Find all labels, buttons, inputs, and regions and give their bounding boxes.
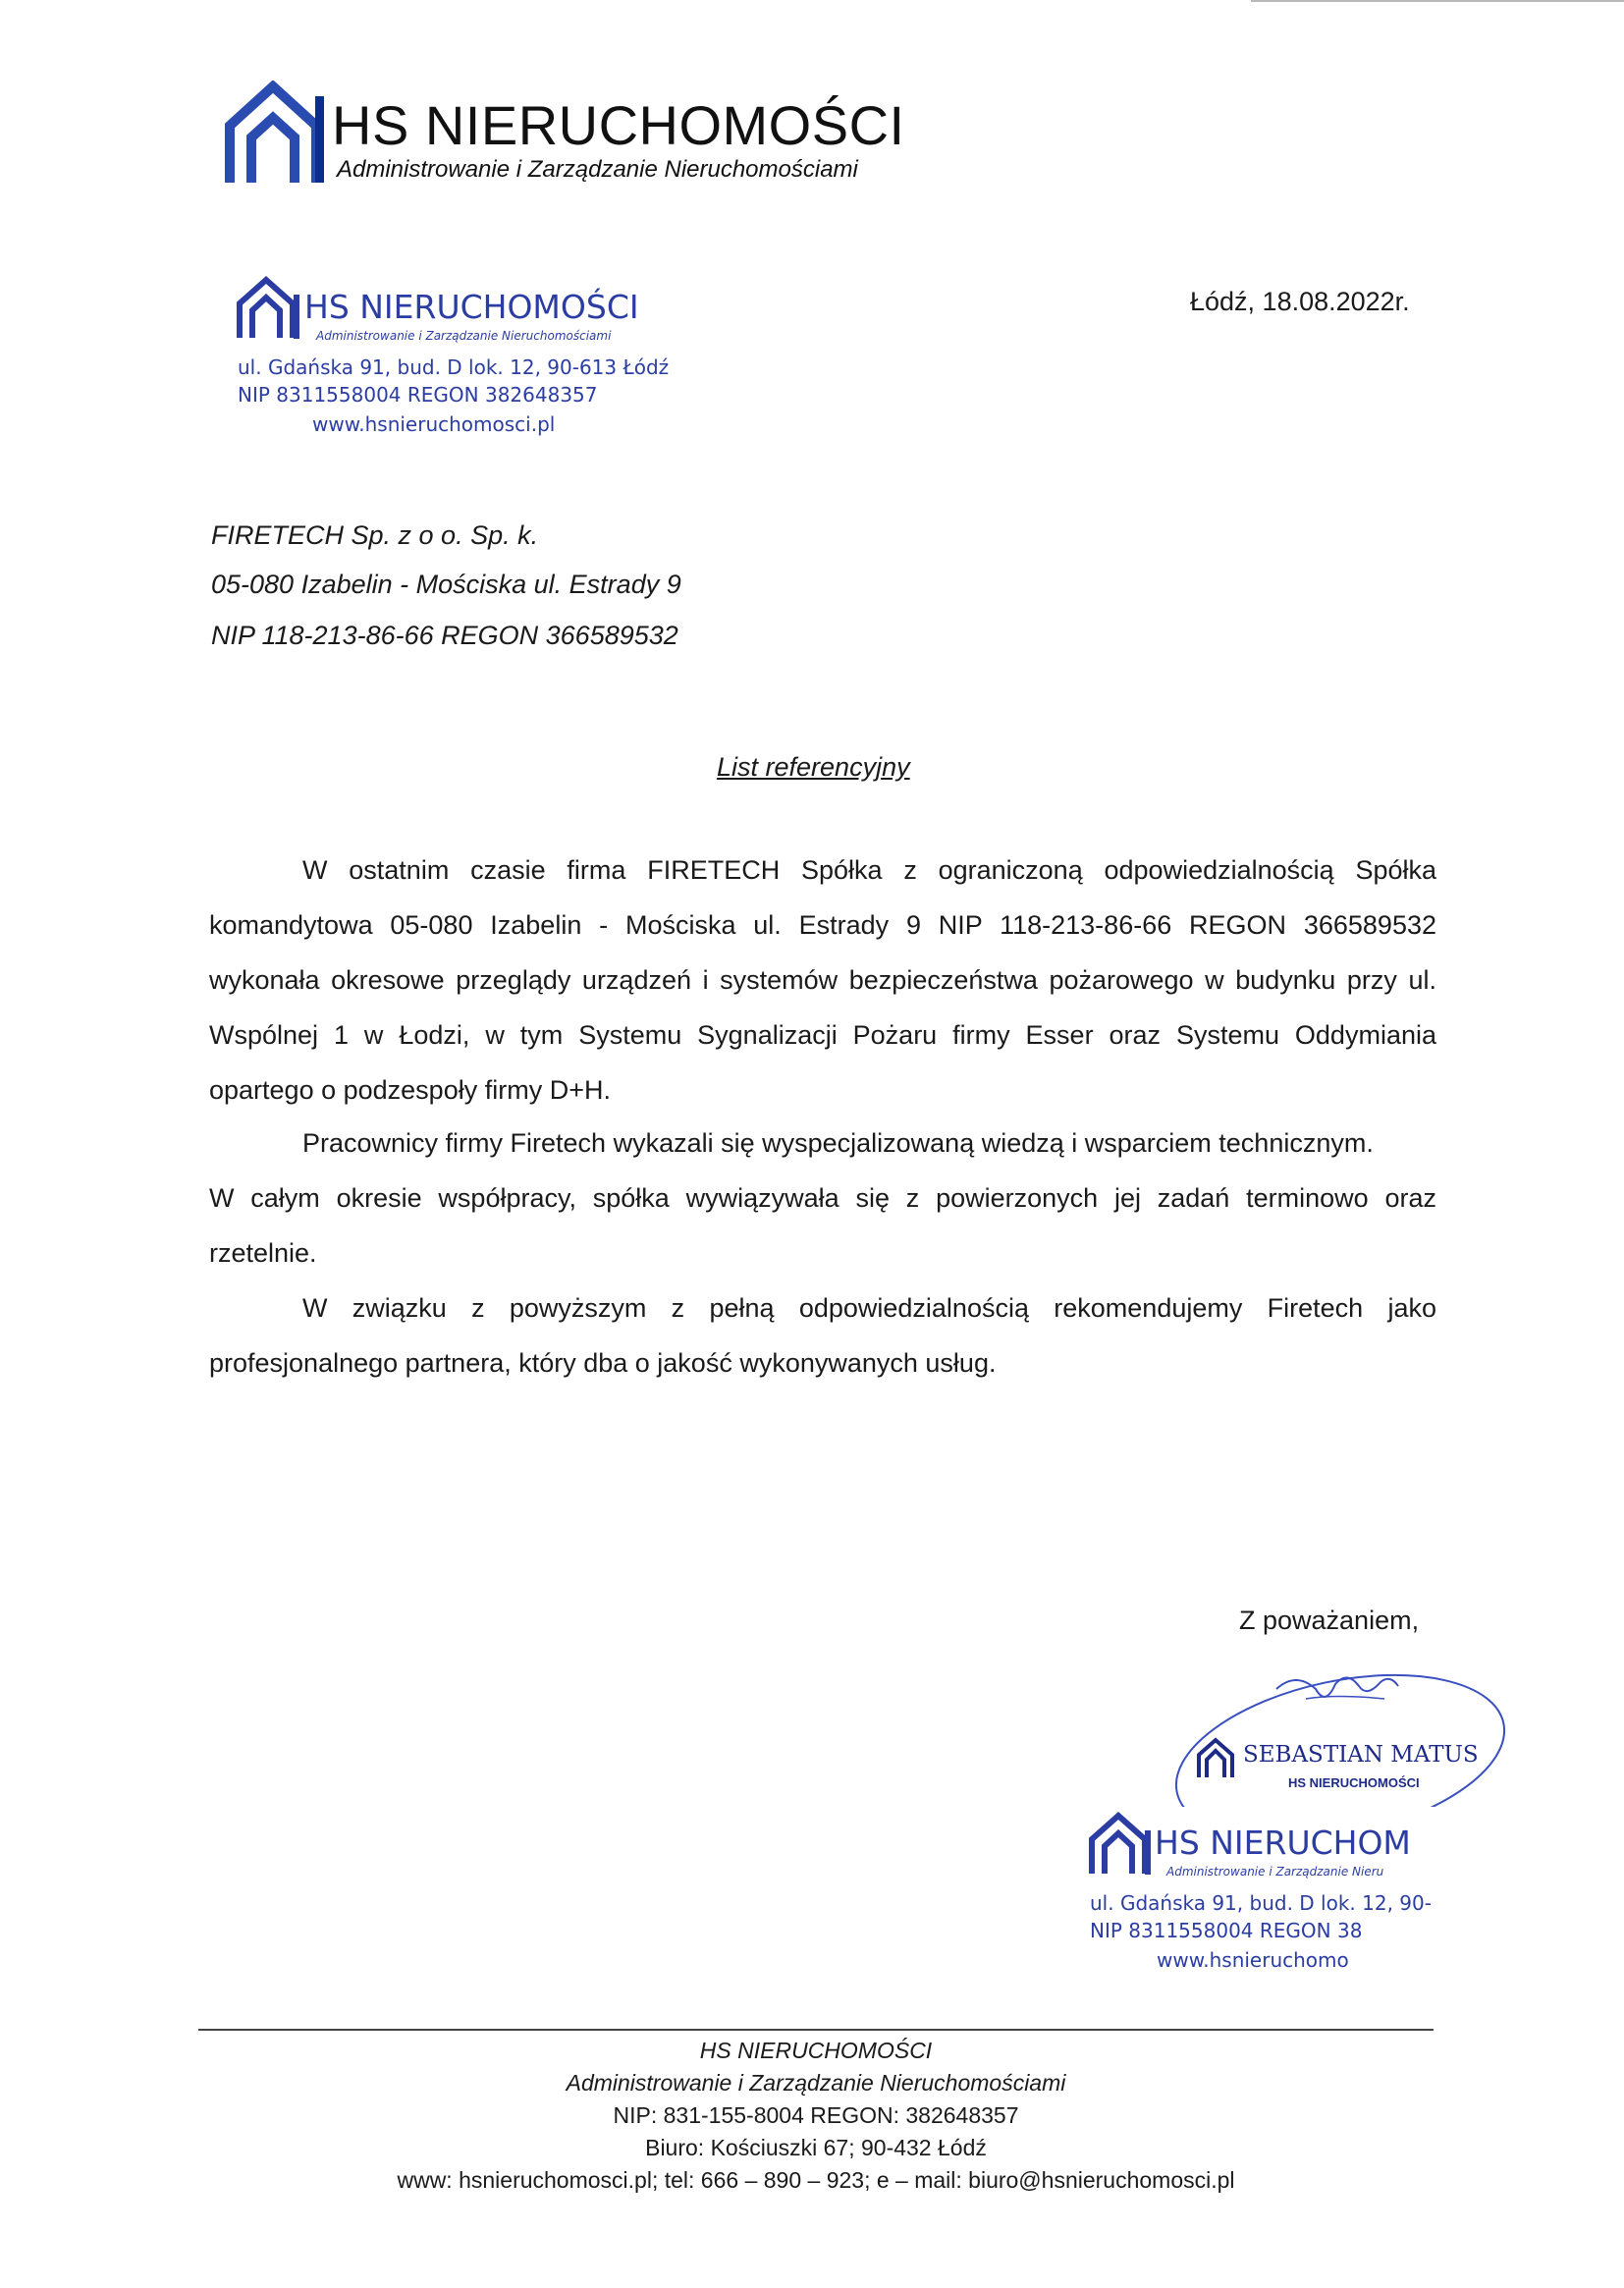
footer xyxy=(198,2035,1434,2197)
footer-divider xyxy=(198,2029,1434,2031)
paragraph-3: W całym okresie współpracy, spółka wywiązywała się z powierzonych jej zadań terminowo oraz rzetelnie. xyxy=(209,1183,1436,1268)
stamp2-tagline: Administrowanie i Zarządzanie Nieru xyxy=(1166,1865,1384,1879)
footer-company-name: HS NIERUCHOMOŚCI xyxy=(699,2038,933,2063)
stamp2-ids: NIP 8311558004 REGON 38 xyxy=(1090,1919,1363,1942)
letter-body-2 xyxy=(209,1116,1436,1390)
letterhead-company-name: HS NIERUCHOMOŚCI xyxy=(332,94,905,156)
letterhead-logo xyxy=(224,79,911,187)
footer-contact: www: hsnieruchomosci.pl; tel: 666 – 890 – 923; e – mail: biuro@hsnieruchomosci.pl xyxy=(397,2167,1235,2193)
company-stamp-2 xyxy=(1088,1811,1500,2007)
signatory-company: HS NIERUCHOMOŚCI xyxy=(1288,1775,1420,1790)
stamp-address: ul. Gdańska 91, bud. D lok. 12, 90-613 Łódź xyxy=(238,355,670,379)
stamp2-address: ul. Gdańska 91, bud. D lok. 12, 90- xyxy=(1090,1891,1432,1915)
recipient-name: FIRETECH Sp. z o o. Sp. k. xyxy=(211,520,539,550)
closing-salutation: Z poważaniem, xyxy=(1239,1606,1420,1635)
signature-house-icon xyxy=(1196,1736,1235,1779)
stamp2-website: www.hsnieruchomo xyxy=(1157,1948,1349,1972)
letterhead-tagline: Administrowanie i Zarządzanie Nieruchomościami xyxy=(337,156,858,183)
scan-edge-line xyxy=(1251,0,1624,2)
stamp-tagline: Administrowanie i Zarządzanie Nieruchomościami xyxy=(316,329,612,343)
signature-block xyxy=(1159,1660,1512,1807)
recipient-address: 05-080 Izabelin - Mościska ul. Estrady 9 xyxy=(211,570,681,599)
footer-ids: NIP: 831-155-8004 REGON: 382648357 xyxy=(613,2102,1019,2128)
paragraph-2: Pracownicy firmy Firetech wykazali się wyspecjalizowaną wiedzą i wsparciem technicznym. xyxy=(302,1128,1374,1158)
house-logo-icon xyxy=(224,81,322,187)
stamp-divider-bar xyxy=(294,295,299,339)
stamp2-house-icon xyxy=(1088,1811,1149,1876)
footer-office-address: Biuro: Kościuszki 67; 90-432 Łódź xyxy=(645,2135,987,2160)
stamp-house-icon xyxy=(236,275,297,340)
recipient-ids: NIP 118-213-86-66 REGON 366589532 xyxy=(211,621,678,650)
logo-divider-bar xyxy=(315,96,324,183)
stamp2-divider-bar xyxy=(1145,1830,1151,1875)
footer-tagline: Administrowanie i Zarządzanie Nieruchomościami xyxy=(566,2070,1066,2096)
paragraph-1: W ostatnim czasie firma FIRETECH Spółka z ograniczoną odpowiedzialnością Spółka komandytowa 05-080 Izabelin - Mościska ul. Estrady 9 NIP 118-213-86-66 REGON 366589532 wykonała okresowe przeglądy urządzeń i systemów bezpieczeństwa pożarowego w budynku przy ul. Wspólnej 1 w Łodzi, w tym Systemu Sygnalizacji Pożaru firmy Esser oraz Systemu Oddymiania opartego o podzespoły firmy D+H. xyxy=(209,855,1436,1105)
letter-title: List referencyjny xyxy=(717,752,910,782)
stamp-company-name: HS NIERUCHOMOŚCI xyxy=(304,288,639,326)
stamp-website: www.hsnieruchomosci.pl xyxy=(312,412,556,436)
letter-body xyxy=(209,843,1436,1117)
paragraph-4: W związku z powyższym z pełną odpowiedzialnością rekomendujemy Firetech jako profesjonalnego partnera, który dba o jakość wykonywanych usług. xyxy=(209,1293,1436,1378)
stamp-ids: NIP 8311558004 REGON 382648357 xyxy=(238,383,598,407)
stamp2-company-name: HS NIERUCHOM xyxy=(1155,1824,1411,1862)
signatory-name: SEBASTIAN MATUS xyxy=(1243,1742,1479,1768)
letter-date: Łódź, 18.08.2022r. xyxy=(1190,287,1410,316)
company-stamp xyxy=(236,275,746,462)
